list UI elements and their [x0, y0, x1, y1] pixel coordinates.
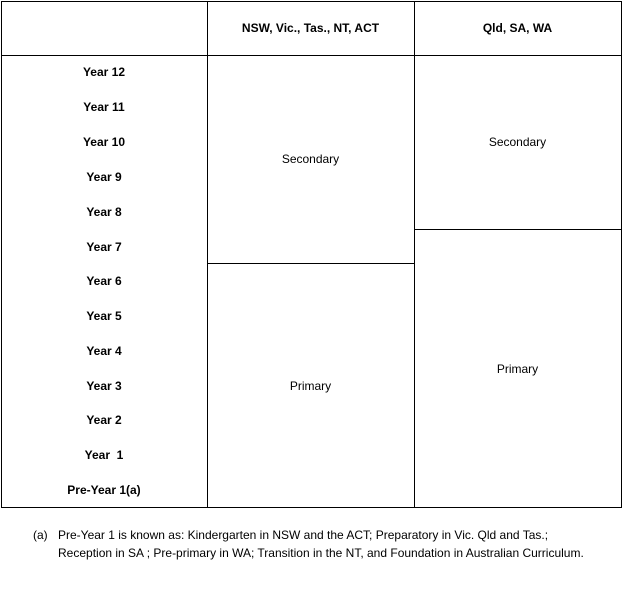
group-a-secondary: Secondary — [281, 152, 340, 166]
year-row-label: Year 4 — [86, 344, 122, 358]
year-row-label: Year 11 — [83, 100, 125, 114]
group-a-primary: Primary — [289, 378, 332, 393]
header-nsw-vic-tas-nt-act: NSW, Vic., Tas., NT, ACT — [241, 21, 380, 35]
year-row-label: Year 2 — [86, 413, 122, 427]
group-b-primary: Primary — [496, 361, 539, 376]
year-row-label: Year 12 — [82, 65, 126, 79]
group-b-secondary: Secondary — [488, 135, 547, 149]
year-row-label: Year 7 — [86, 240, 122, 254]
year-row-label: Year 1 — [84, 448, 124, 462]
footnote-label: (a) — [33, 528, 48, 542]
year-row-label: Year 6 — [86, 274, 122, 288]
footnote — [33, 527, 603, 562]
year-row-label: Year 9 — [86, 170, 122, 184]
footnote-text: Pre-Year 1 is known as: Kindergarten in NSW and the ACT; Preparatory in Vic. Qld and Tas.; Reception in SA ; Pre-primary in WA; Transition in the NT, and Foundation in Australian Curriculum. — [58, 528, 584, 560]
year-row-label: Year 3 — [86, 379, 122, 393]
year-row-label: Year 8 — [86, 205, 122, 219]
header-qld-sa-wa: Qld, SA, WA — [482, 21, 553, 35]
year-row-label: Pre-Year 1(a) — [67, 483, 141, 497]
year-row-label: Year 5 — [86, 309, 122, 323]
year-row-label: Year 10 — [82, 135, 126, 149]
